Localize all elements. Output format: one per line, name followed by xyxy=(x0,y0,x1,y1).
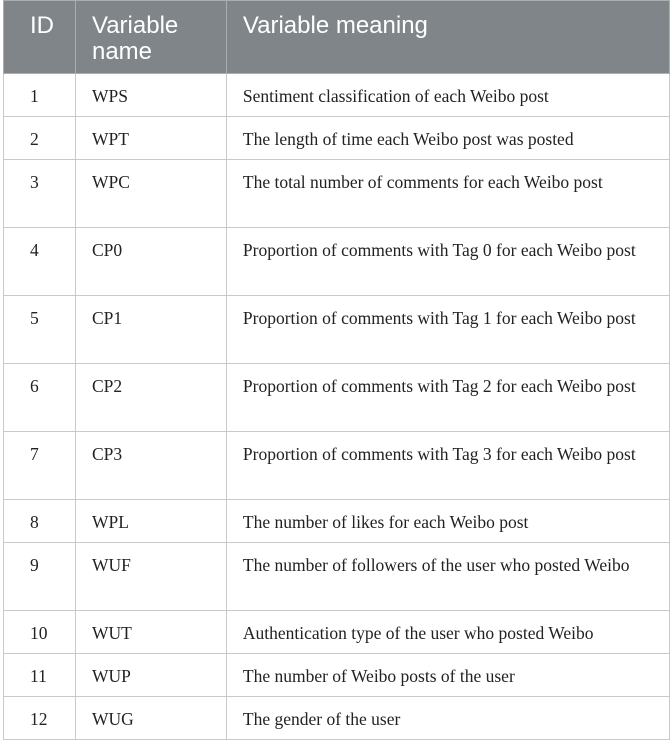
table-row xyxy=(4,117,670,160)
cell-variable-meaning: The length of time each Weibo post was posted xyxy=(226,117,669,160)
cell-id: 8 xyxy=(4,500,76,543)
cell-id: 3 xyxy=(4,160,76,228)
cell-variable-name: WPS xyxy=(75,74,226,117)
cell-variable-meaning: Proportion of comments with Tag 1 for each Weibo post xyxy=(226,296,669,364)
table-row xyxy=(4,654,670,697)
cell-variable-meaning: The number of Weibo posts of the user xyxy=(226,654,669,697)
cell-variable-name: CP0 xyxy=(75,228,226,296)
cell-id: 9 xyxy=(4,543,76,611)
header-id-label: ID xyxy=(30,12,54,39)
cell-id: 10 xyxy=(4,611,76,654)
cell-variable-meaning: Proportion of comments with Tag 0 for each Weibo post xyxy=(226,228,669,296)
cell-variable-meaning: The number of followers of the user who posted Weibo xyxy=(226,543,669,611)
cell-id: 6 xyxy=(4,364,76,432)
cell-variable-meaning: The gender of the user xyxy=(226,697,669,740)
table-row xyxy=(4,611,670,654)
cell-variable-meaning: Sentiment classification of each Weibo post xyxy=(226,74,669,117)
cell-variable-name: WPC xyxy=(75,160,226,228)
cell-id: 1 xyxy=(4,74,76,117)
table-row xyxy=(4,543,670,611)
cell-variable-name: CP1 xyxy=(75,296,226,364)
table-header-row xyxy=(4,1,670,74)
cell-variable-meaning: Proportion of comments with Tag 2 for each Weibo post xyxy=(226,364,669,432)
cell-id: 5 xyxy=(4,296,76,364)
cell-variable-meaning: Authentication type of the user who posted Weibo xyxy=(226,611,669,654)
header-variable-name xyxy=(75,1,226,74)
cell-id: 2 xyxy=(4,117,76,160)
cell-variable-meaning: Proportion of comments with Tag 3 for each Weibo post xyxy=(226,432,669,500)
cell-variable-name: WUG xyxy=(75,697,226,740)
table-row xyxy=(4,364,670,432)
table-row xyxy=(4,228,670,296)
header-id xyxy=(4,1,76,74)
header-variable-meaning xyxy=(226,1,669,74)
cell-variable-name: WUP xyxy=(75,654,226,697)
cell-variable-meaning: The total number of comments for each Weibo post xyxy=(226,160,669,228)
table-row xyxy=(4,500,670,543)
cell-id: 12 xyxy=(4,697,76,740)
table-row xyxy=(4,697,670,740)
table-row xyxy=(4,432,670,500)
variables-table xyxy=(3,0,670,740)
cell-id: 11 xyxy=(4,654,76,697)
cell-variable-meaning: The number of likes for each Weibo post xyxy=(226,500,669,543)
table-row xyxy=(4,74,670,117)
cell-variable-name: WPL xyxy=(75,500,226,543)
cell-variable-name: CP2 xyxy=(75,364,226,432)
table-row xyxy=(4,160,670,228)
header-variable-name-label: Variable name xyxy=(91,12,179,65)
cell-variable-name: WUT xyxy=(75,611,226,654)
cell-id: 7 xyxy=(4,432,76,500)
cell-variable-name: WUF xyxy=(75,543,226,611)
cell-variable-name: WPT xyxy=(75,117,226,160)
cell-variable-name: CP3 xyxy=(75,432,226,500)
cell-id: 4 xyxy=(4,228,76,296)
header-variable-meaning-label: Variable meaning xyxy=(242,12,428,39)
table-row xyxy=(4,296,670,364)
